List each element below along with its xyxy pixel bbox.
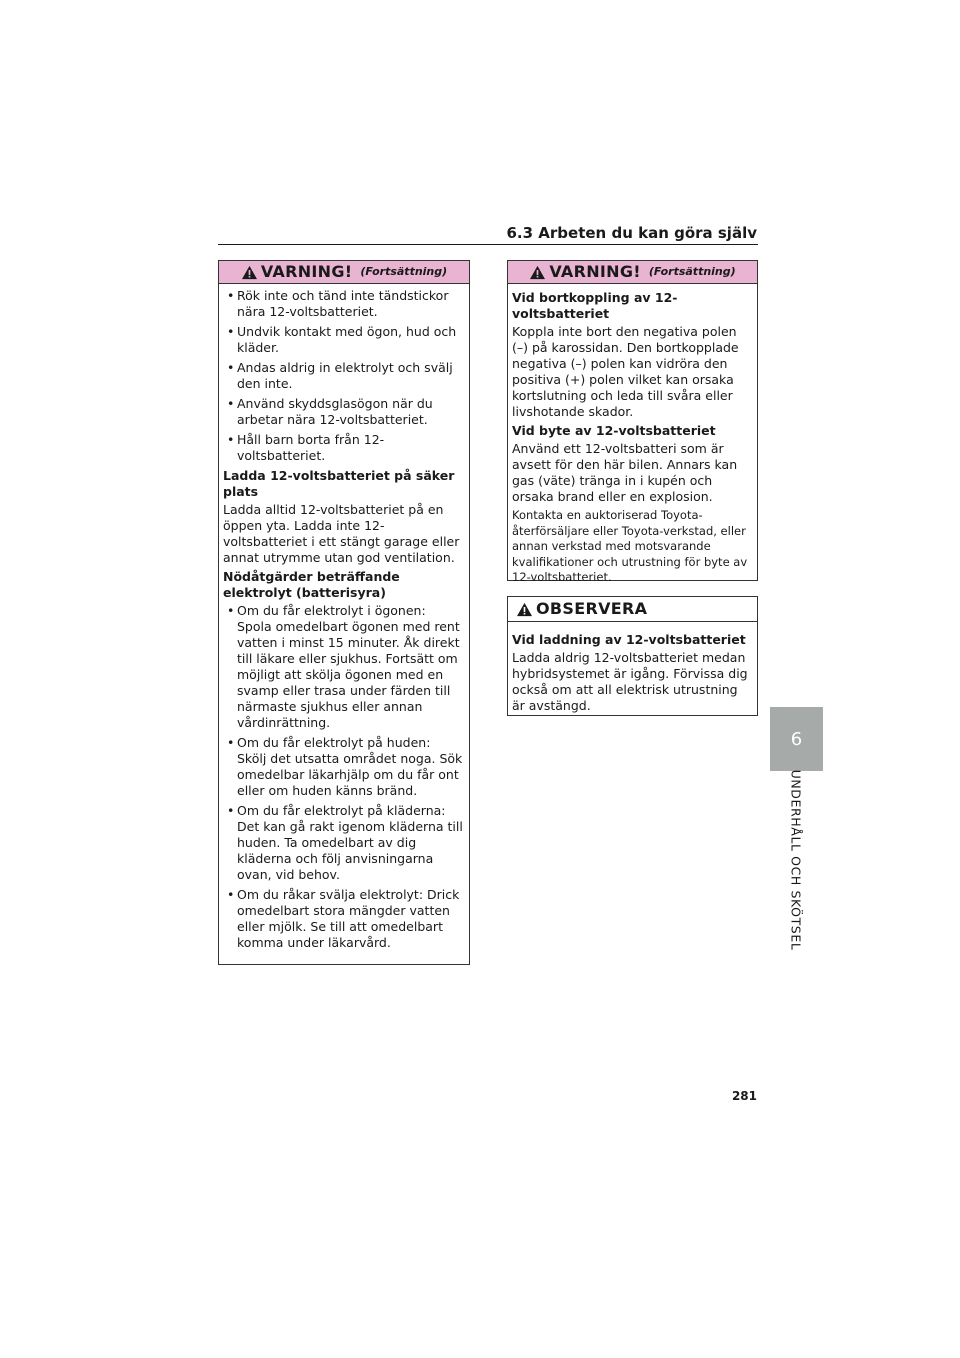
list-item: • Om du får elektrolyt i ögonen: Spola omedelbart ögonen med rent vatten i minst 15 minuter. Åk direkt till läkare eller sjukhus. Fortsätt om möjligt att skölja ögonen med en svamp eller trasa under färden till närmaste sjukhus eller annan vårdinrättning. bbox=[223, 603, 463, 731]
warning-icon bbox=[241, 265, 258, 280]
warning-box-header bbox=[508, 261, 757, 284]
chapter-label: UNDERHÅLL OCH SKÖTSEL bbox=[788, 769, 804, 951]
list-item: • Om du får elektrolyt på huden: Skölj det utsatta området noga. Sök omedelbar läkarhjälp om du får ont eller om huden känns bränd. bbox=[223, 735, 463, 799]
page-number: 281 bbox=[731, 1089, 757, 1103]
warning-icon bbox=[529, 265, 546, 280]
subheading: Ladda 12-voltsbatteriet på säker plats bbox=[223, 468, 455, 499]
warning-box-header bbox=[219, 261, 469, 284]
paragraph: Ladda alltid 12-voltsbatteriet på en öppen yta. Ladda inte 12-voltsbatteriet i ett stängt garage eller annat utrymme utan god ventilation. bbox=[223, 502, 460, 565]
warning-box-left bbox=[218, 260, 470, 965]
warning-box-right bbox=[507, 260, 758, 584]
paragraph: Koppla inte bort den negativa polen (–) på karossidan. Den bortkopplade negativa (–) polen kan vidröra den positiva (+) polen vilket kan orsaka kortslutning och leda till svåra eller livshotande skador. bbox=[512, 324, 739, 419]
section-title: 6.3 Arbeten du kan göra själv bbox=[506, 224, 757, 242]
warning-heading: VARNING! bbox=[260, 262, 353, 281]
chapter-tab bbox=[770, 707, 823, 771]
warning-heading-suffix: (Fortsättning) bbox=[648, 265, 736, 278]
subheading: Nödåtgärder beträffande elektrolyt (batterisyra) bbox=[223, 569, 400, 600]
warning-heading: VARNING! bbox=[549, 262, 641, 281]
paragraph: Ladda aldrig 12-voltsbatteriet medan hybridsystemet är igång. Förvissa dig också om att all elektrisk utrustning är avstängd. bbox=[512, 650, 748, 713]
warning-heading-suffix: (Fortsättning) bbox=[360, 265, 448, 278]
list-item: • Om du råkar svälja elektrolyt: Drick omedelbart stora mängder vatten eller mjölk. Se till att omedelbart komma under läkarvård. bbox=[223, 887, 463, 951]
paragraph: Använd ett 12-voltsbatteri som är avsett för den här bilen. Annars kan gas (väte) tränga in i kupén och orsaka brand eller en explosion. bbox=[512, 441, 738, 504]
list-item: • Om du får elektrolyt på kläderna: Det kan gå rakt igenom kläderna till huden. Ta omedelbart av dig kläderna och följ anvisningarna ovan, vid behov. bbox=[223, 803, 463, 883]
notice-box bbox=[507, 596, 758, 716]
subheading: Vid byte av 12-voltsbatteriet bbox=[512, 423, 716, 438]
list-item: • Rök inte och tänd inte tändstickor nära 12-voltsbatteriet. bbox=[223, 288, 463, 320]
list-item: • Håll barn borta från 12-voltsbatteriet. bbox=[223, 432, 463, 464]
notice-box-header bbox=[508, 597, 757, 622]
header-divider bbox=[218, 244, 758, 245]
paragraph: Kontakta en auktoriserad Toyota-återförsäljare eller Toyota-verkstad, eller annan verkstad med motsvarande kvalifikationer och utrustning för byte av 12-voltsbatteriet. bbox=[512, 508, 748, 584]
subheading: Vid laddning av 12-voltsbatteriet bbox=[512, 632, 746, 647]
chapter-number: 6 bbox=[790, 728, 803, 750]
warning-icon bbox=[516, 602, 533, 617]
list-item: • Andas aldrig in elektrolyt och svälj den inte. bbox=[223, 360, 463, 392]
list-item: • Undvik kontakt med ögon, hud och kläder. bbox=[223, 324, 463, 356]
list-item: • Använd skyddsglasögon när du arbetar nära 12-voltsbatteriet. bbox=[223, 396, 463, 428]
subheading: Vid bortkoppling av 12-voltsbatteriet bbox=[512, 290, 678, 321]
notice-heading: OBSERVERA bbox=[536, 599, 648, 618]
